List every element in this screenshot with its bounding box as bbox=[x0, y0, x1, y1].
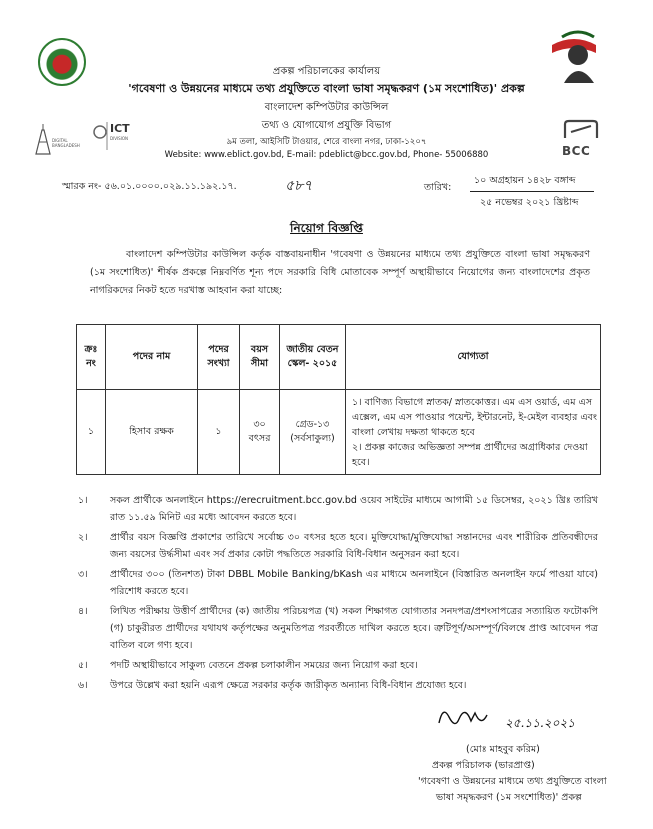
ict-logo-subtext: DIVISION bbox=[110, 136, 129, 141]
item-number: ২। bbox=[78, 532, 88, 543]
qualification-2: ২। প্রকল্প কাজের অভিজ্ঞতা সম্পন্ন প্রার্থীদের অগ্রাধিকার দেওয়া হবে। bbox=[352, 441, 588, 468]
date-bangla: ১০ অগ্রহায়ন ১৪২৮ বঙ্গাব্দ bbox=[474, 175, 576, 186]
cell-scale: গ্রেড-১৩ (সর্বসাকুল্য) bbox=[280, 390, 346, 475]
item-number: ৪। bbox=[78, 606, 88, 617]
organization-name: বাংলাদেশ কম্পিউটার কাউন্সিল bbox=[264, 102, 389, 113]
list-item bbox=[78, 603, 598, 654]
header-scale: জাতীয় বেতন স্কেল- ২০১৫ bbox=[280, 325, 346, 390]
bcc-logo-text: BCC bbox=[562, 144, 591, 158]
intro-text: বাংলাদেশ কম্পিউটার কাউন্সিল কর্তৃক বাস্তবায়নাধীন 'গবেষণা ও উন্নয়নের মাধ্যমে তথ্য প্রযুক্তিতে বাংলা ভাষা সমৃদ্ধকরণ (১ম সংশোধিত)' শীর্ষক প্রকল্পে নিম্নবর্ণিত শূন্য পদে সরকারি বিধি মোতাবেক সম্পূর্ণ অস্থায়ীভাবে নিয়োগের জন্য বাংলাদেশের প্রকৃত নাগরিকদের নিকট হতে দরখাস্ত আহবান করা যাচ্ছে: bbox=[90, 249, 590, 296]
list-item bbox=[78, 492, 598, 526]
cell-age: ৩০ বৎসর bbox=[240, 390, 280, 475]
item-text: সকল প্রার্থীকে অনলাইনে https://erecruitment.bcc.gov.bd ওয়েব সাইটের মাধ্যমে আগামী ১৫ ডিসেম্বর, ২০২১ খ্রিঃ তারিখ রাত ১১.৫৯ মিনিট এর মধ্যে আবেদন করতে হবে। bbox=[110, 495, 598, 523]
signatory-name: (মোঃ মাহবুব করিম) bbox=[466, 744, 540, 755]
date-label: তারিখ: bbox=[424, 182, 452, 193]
table-row bbox=[77, 390, 601, 475]
signature-date: ২৫.১১.২০২১ bbox=[505, 716, 575, 730]
intro-paragraph bbox=[90, 246, 590, 300]
signatory-project-line1: 'গবেষণা ও উন্নয়নের মাধ্যমে তথ্য প্রযুক্তিতে বাংলা bbox=[418, 776, 607, 787]
header-qualification: যোগ্যতা bbox=[346, 325, 601, 390]
signatory-designation: প্রকল্প পরিচালক (ভারপ্রাপ্ত) bbox=[432, 760, 535, 771]
item-number: ৩। bbox=[78, 569, 88, 580]
instructions-list bbox=[78, 492, 598, 697]
office-address: ৯ম তলা, আইসিটি টাওয়ার, শেরে বাংলা নগর, ঢাকা-১২০৭ bbox=[226, 137, 427, 147]
header-post: পদের নাম bbox=[106, 325, 198, 390]
cell-serial: ১ bbox=[77, 390, 106, 475]
list-item bbox=[78, 529, 598, 563]
cell-count: ১ bbox=[198, 390, 240, 475]
header-count: পদের সংখ্যা bbox=[198, 325, 240, 390]
item-text: পদটি অস্থায়ীভাবে সাকুল্য বেতনে প্রকল্প চলাকালীন সময়ের জন্য নিয়োগ করা হবে। bbox=[110, 660, 418, 671]
signatory-project-line2: ভাষা সমৃদ্ধকরণ (১ম সংশোধিত)' প্রকল্প bbox=[436, 792, 582, 803]
signature-mark bbox=[433, 701, 583, 735]
item-text: প্রার্থীর বয়স বিজ্ঞপ্তি প্রকাশের তারিখে সর্বোচ্চ ৩০ বৎসর হতে হবে। মুক্তিযোদ্ধা/মুক্তিযোদ্ধা সন্তানদের এবং শারীরিক প্রতিবন্ধীদের জন্য বয়সের উর্দ্ধসীমা এবং সর্ব প্রকার কোটা পদ্ধতিতে সরকারি বিধি-বিধান অনুসরন করা হবে। bbox=[110, 532, 598, 560]
cell-post: হিসাব রক্ষক bbox=[106, 390, 198, 475]
contact-line: Website: www.eblict.gov.bd, E-mail: pdeblict@bcc.gov.bd, Phone- 55006880 bbox=[164, 150, 489, 160]
memo-handwritten-number: ৫৮৭ bbox=[285, 178, 313, 194]
post-table bbox=[76, 324, 601, 475]
item-text: লিখিত পরীক্ষায় উত্তীর্ণ প্রার্থীদের (ক) জাতীয় পরিচয়পত্র (খ) সকল শিক্ষাগত যোগ্যতার সনদপত্র/প্রশংসাপত্রের সত্যায়িত ফটোকপি (গ) চাকুরীরত প্রার্থীদের যথাযথ কর্তৃপক্ষের অনুমতিপত্র পরবর্তীতে দাখিল করতে হবে। ত্রুটিপূর্ণ/অসম্পূর্ণ/বিলম্বে প্রাপ্ত আবেদন পত্র বাতিল বলে গণ্য হবে। bbox=[110, 606, 598, 651]
list-item bbox=[78, 657, 598, 674]
header-serial: ক্রঃ নং bbox=[77, 325, 106, 390]
item-number: ৫। bbox=[78, 660, 88, 671]
date-divider bbox=[470, 191, 594, 192]
signatory-block bbox=[418, 742, 638, 806]
list-item bbox=[78, 677, 598, 694]
list-item bbox=[78, 566, 598, 600]
office-line: প্রকল্প পরিচালকের কার্যালয় bbox=[272, 66, 381, 77]
date-english: ২৫ নভেম্বর ২০২১ খ্রিষ্টাব্দ bbox=[480, 197, 579, 208]
notice-title bbox=[0, 220, 653, 240]
memo-reference: স্মারক নং- ৫৬.০১.০০০০.০২৯.১১.১৯২.১৭. bbox=[62, 181, 237, 192]
cell-qualification bbox=[346, 390, 601, 475]
notice-title-text: নিয়োগ বিজ্ঞপ্তি bbox=[290, 221, 363, 235]
item-text: প্রার্থীদের ৩০০ (তিনশত) টাকা DBBL Mobile Banking/bKash এর মাধ্যমে অনলাইনে (বিস্তারিত অনলাইন ফর্মে পাওয়া যাবে) পরিশোধ করতে হবে। bbox=[110, 569, 598, 597]
qualification-1: ১। বাণিজ্য বিভাগে স্নাতক/ স্নাতকোত্তর। এম এস ওয়ার্ড, এম এস এক্সেল, এম এস পাওয়ার পয়েন্ট, ইন্টারনেট, ই-মেইল ব্যবহার এবং বাংলা লেখায় দক্ষতা থাকতে হবে bbox=[352, 396, 597, 438]
item-number: ৬। bbox=[78, 680, 88, 691]
project-title: 'গবেষণা ও উন্নয়নের মাধ্যমে তথ্য প্রযুক্তিতে বাংলা ভাষা সমৃদ্ধকরণ (১ম সংশোধিত)' প্রকল্প bbox=[128, 82, 525, 95]
ict-logo-text: ICT bbox=[110, 122, 130, 135]
header-age: বয়স সীমা bbox=[240, 325, 280, 390]
division-name: তথ্য ও যোগাযোগ প্রযুক্তি বিভাগ bbox=[261, 120, 392, 131]
item-text: উপরে উল্লেখ করা হয়নি এরূপ ক্ষেত্রে সরকার কর্তৃক জারীকৃত অন্যান্য বিধি-বিধান প্রযোজ্য হবে। bbox=[110, 680, 467, 691]
item-number: ১। bbox=[78, 495, 88, 506]
digital-bangladesh-logo-text: DIGITAL BANGLADESH bbox=[52, 138, 80, 148]
table-header-row bbox=[77, 325, 601, 390]
